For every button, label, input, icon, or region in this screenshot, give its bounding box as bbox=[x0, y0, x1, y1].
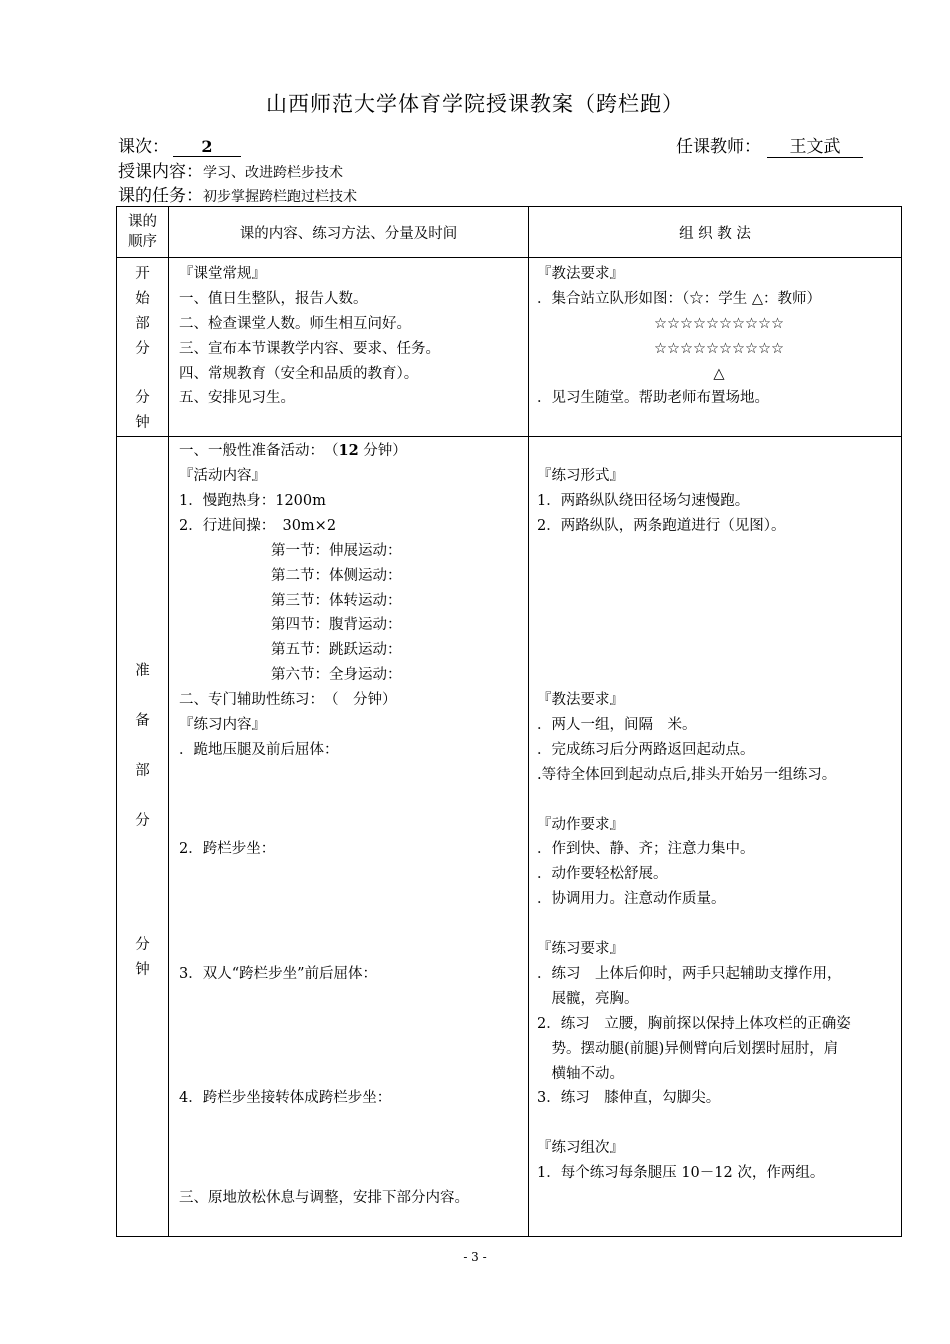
method-line: ☆☆☆☆☆☆☆☆☆☆ bbox=[654, 315, 784, 332]
lesson-task-label: 课的任务： bbox=[118, 186, 203, 206]
method-line: ．练习 上体后仰时，两手只起辅助支撑作用， bbox=[537, 965, 842, 982]
sequence-char: 始 bbox=[135, 290, 150, 307]
lesson-task-row bbox=[118, 181, 357, 206]
lesson-content-row bbox=[118, 157, 343, 182]
teacher-row bbox=[676, 132, 863, 158]
header-sequence bbox=[117, 207, 169, 258]
sequence-char: 准 bbox=[135, 663, 150, 680]
sequence-char bbox=[117, 734, 168, 759]
method-line bbox=[537, 411, 901, 436]
section-start-content-lines bbox=[179, 262, 528, 436]
method-line: 『练习形式』 bbox=[537, 468, 624, 485]
section-start-sequence bbox=[117, 258, 169, 437]
content-line bbox=[179, 987, 528, 1012]
method-line bbox=[537, 539, 901, 564]
content-line: 第一节：伸展运动： bbox=[271, 542, 402, 559]
lesson-number-value: 2 bbox=[173, 137, 241, 157]
content-line: 第五节：跳跃运动： bbox=[271, 642, 402, 659]
page-number: - 3 - bbox=[463, 1250, 487, 1264]
table-header-row bbox=[117, 207, 902, 258]
method-line bbox=[537, 589, 901, 614]
method-line bbox=[537, 638, 901, 663]
method-line: 展髋，亮胸。 bbox=[537, 990, 639, 1007]
method-line: 『教法要求』 bbox=[537, 266, 624, 282]
sequence-char: 部 bbox=[135, 315, 150, 332]
method-line: 2．练习 立腰，胸前探以保持上体攻栏的正确姿 bbox=[537, 1015, 851, 1032]
content-line bbox=[179, 1111, 528, 1136]
sequence-char bbox=[117, 362, 168, 387]
teacher-label: 任课教师： bbox=[676, 137, 761, 157]
method-line: .等待全体回到起动点后,排头开始另一组练习。 bbox=[537, 766, 837, 783]
content-line bbox=[179, 411, 528, 436]
content-line: 第六节：全身运动： bbox=[271, 667, 402, 684]
content-line bbox=[179, 1012, 528, 1037]
content-line bbox=[179, 1161, 528, 1186]
method-line bbox=[537, 788, 901, 813]
method-line: ．见习生随堂。帮助老师布置场地。 bbox=[537, 390, 769, 407]
section-start-row bbox=[117, 258, 902, 437]
content-line: 三、原地放松休息与调整，安排下部分内容。 bbox=[179, 1189, 469, 1206]
method-line: 『教法要求』 bbox=[537, 692, 624, 709]
method-line: 1．两路纵队绕田径场匀速慢跑。 bbox=[537, 493, 750, 510]
content-line bbox=[179, 912, 528, 937]
content-line: 3．双人“跨栏步坐”前后屈体： bbox=[179, 965, 378, 982]
content-line: 第四节：腹背运动： bbox=[271, 617, 402, 634]
teacher-name: 王文武 bbox=[767, 132, 863, 158]
content-line: 四、常规教育（安全和品质的教育）。 bbox=[179, 365, 419, 382]
sequence-char: 备 bbox=[135, 713, 150, 730]
method-line: 势。摆动腿(前腿)异侧臂向后划摆时屈肘，肩 bbox=[537, 1040, 839, 1057]
content-line: 一、值日生整队，报告人数。 bbox=[179, 290, 368, 307]
method-line bbox=[537, 564, 901, 589]
sequence-char: 分 bbox=[135, 390, 150, 407]
method-line: 横轴不动。 bbox=[537, 1065, 624, 1082]
section-prep-content-lines bbox=[179, 439, 528, 1236]
method-line bbox=[537, 1111, 901, 1136]
content-line: 一、一般性准备活动： （12 分钟） bbox=[179, 442, 407, 460]
method-line: ．作到快、静、齐；注意力集中。 bbox=[537, 841, 755, 858]
content-line bbox=[179, 1037, 528, 1062]
content-line: 2．行进间操： 30m×2 bbox=[179, 517, 337, 534]
method-line: ．协调用力。注意动作质量。 bbox=[537, 891, 726, 908]
content-line: 2．跨栏步坐： bbox=[179, 841, 276, 858]
method-line bbox=[537, 912, 901, 937]
lesson-number-row bbox=[118, 132, 241, 157]
sequence-char: 分 bbox=[135, 937, 150, 954]
content-line: 三、宣布本节课教学内容、要求、任务。 bbox=[179, 340, 440, 357]
sequence-char bbox=[117, 883, 168, 908]
lesson-content-label: 授课内容： bbox=[118, 162, 203, 182]
content-line: 『活动内容』 bbox=[179, 468, 266, 485]
method-line: 『练习组次』 bbox=[537, 1140, 624, 1157]
content-line bbox=[179, 788, 528, 813]
section-start-method-lines bbox=[537, 262, 901, 436]
lesson-number-label: 课次： bbox=[118, 137, 169, 157]
section-prep-row bbox=[117, 437, 902, 1237]
method-line: 3．练习 膝伸直，勾脚尖。 bbox=[537, 1090, 721, 1107]
header-sequence-text bbox=[117, 212, 168, 252]
lesson-plan-table bbox=[116, 206, 902, 1237]
sequence-char: 开 bbox=[135, 266, 150, 282]
method-line bbox=[537, 613, 901, 638]
sequence-char bbox=[117, 684, 168, 709]
method-line: ．集合站立队形如图：（☆：学生 △：教师） bbox=[537, 290, 822, 307]
content-line bbox=[179, 862, 528, 887]
content-line: 『课堂常规』 bbox=[179, 266, 266, 282]
sequence-char: 钟 bbox=[135, 961, 150, 978]
method-line: △ bbox=[713, 365, 725, 382]
lesson-task-value: 初步掌握跨栏跑过栏技术 bbox=[203, 189, 357, 205]
content-line: 二、专门辅助性练习： （ 分钟） bbox=[179, 692, 397, 709]
method-line: 『练习要求』 bbox=[537, 941, 624, 958]
content-line bbox=[179, 1136, 528, 1161]
sequence-char: 钟 bbox=[135, 415, 150, 432]
content-line: 1．慢跑热身：1200m bbox=[179, 493, 326, 510]
content-line: 4．跨栏步坐接转体成跨栏步坐： bbox=[179, 1090, 392, 1107]
document-title: 山西师范大学体育学院授课教案（跨栏跑） bbox=[266, 92, 684, 116]
section-prep-method-lines bbox=[537, 439, 901, 1236]
lesson-content-value: 学习、改进跨栏步技术 bbox=[203, 165, 343, 181]
sequence-char bbox=[117, 908, 168, 933]
header-content: 课的内容、练习方法、分量及时间 bbox=[169, 207, 529, 258]
method-line bbox=[537, 663, 901, 688]
method-line bbox=[537, 439, 901, 464]
sequence-char: 分 bbox=[135, 340, 150, 357]
sequence-char: 部 bbox=[135, 762, 150, 779]
content-line bbox=[179, 1062, 528, 1087]
section-prep-content bbox=[169, 437, 529, 1237]
content-line bbox=[179, 813, 528, 838]
method-line: ．完成练习后分两路返回起动点。 bbox=[537, 741, 755, 758]
section-start-method bbox=[529, 258, 902, 437]
content-line bbox=[179, 937, 528, 962]
section-prep-method bbox=[529, 437, 902, 1237]
content-line bbox=[179, 1211, 528, 1236]
section-prep-sequence bbox=[117, 437, 169, 1237]
method-line: 2．两路纵队，两条跑道进行（见图）。 bbox=[537, 517, 786, 534]
header-sequence-label: 课的顺序 bbox=[127, 214, 157, 250]
method-line bbox=[537, 1186, 901, 1211]
content-line: 第二节：体侧运动： bbox=[271, 567, 402, 584]
content-line bbox=[179, 763, 528, 788]
header-method: 组 织 教 法 bbox=[529, 207, 902, 258]
sequence-char bbox=[117, 858, 168, 883]
section-start-content bbox=[169, 258, 529, 437]
content-line bbox=[179, 887, 528, 912]
method-line: ．两人一组，间隔 米。 bbox=[537, 717, 697, 734]
sequence-char bbox=[117, 833, 168, 858]
method-line: 『动作要求』 bbox=[537, 816, 624, 833]
section-prep-sequence-lines bbox=[117, 659, 168, 983]
method-line: ．动作要轻松舒展。 bbox=[537, 866, 668, 883]
content-line: 二、检查课堂人数。师生相互问好。 bbox=[179, 315, 411, 332]
method-line bbox=[537, 1211, 901, 1236]
content-line: 第三节：体转运动： bbox=[271, 592, 402, 609]
sequence-char bbox=[117, 784, 168, 809]
content-line: 『练习内容』 bbox=[179, 717, 266, 734]
section-start-sequence-lines bbox=[117, 262, 168, 436]
sequence-char: 分 bbox=[135, 812, 150, 829]
content-line: ．跪地压腿及前后屈体： bbox=[179, 741, 339, 758]
method-line: ☆☆☆☆☆☆☆☆☆☆ bbox=[654, 340, 784, 357]
content-line: 五、安排见习生。 bbox=[179, 390, 295, 407]
method-line: 1．每个练习每条腿压 10－12 次，作两组。 bbox=[537, 1165, 825, 1182]
